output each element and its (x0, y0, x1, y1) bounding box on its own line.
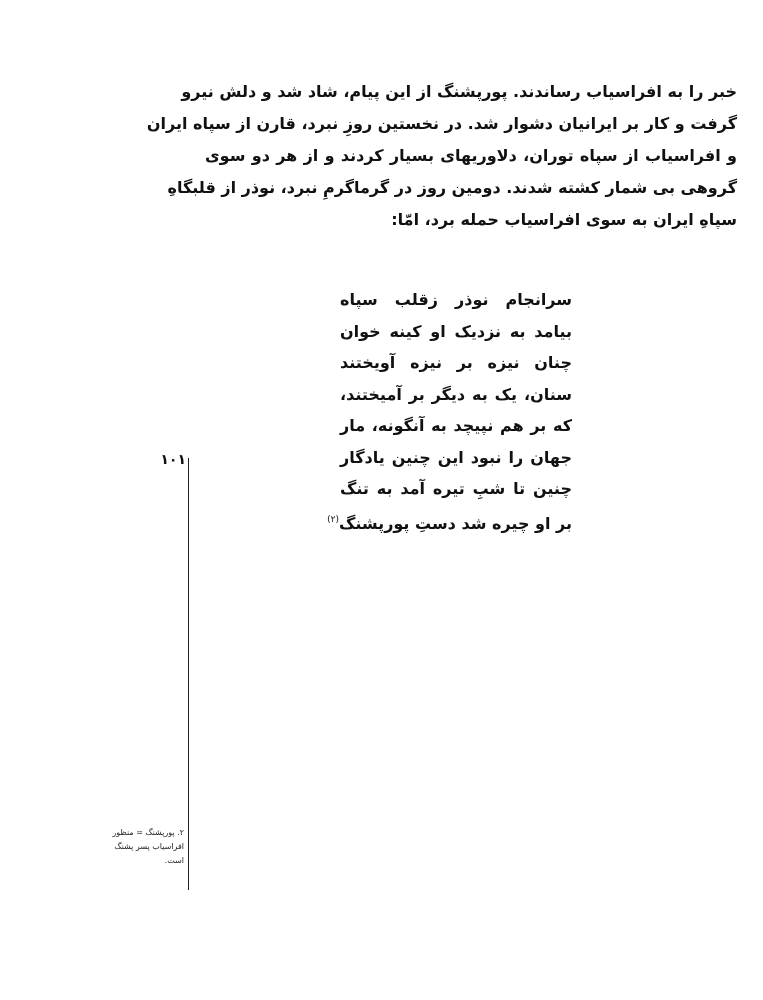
paragraph-line: سپاهِ ایران به سوی افراسیاب حمله برد، امّا: (391, 210, 737, 229)
poem-verse (327, 284, 572, 536)
margin-divider (188, 458, 189, 890)
verse-line: که بر هم نپیچد به آنگونه، مار (340, 416, 572, 435)
verse-line: چنان نیزه بر نیزه آویختند (340, 353, 572, 372)
footnote: ۲. پورپشنگ = منظور افراسیاب پسر پشنگ است. (112, 828, 184, 865)
main-paragraph (146, 76, 737, 236)
paragraph-line: گروهی بی شمار کشته شدند. دومین روز در گرماگرمِ نبرد، نوذر از قلبگاهِ (167, 178, 737, 197)
verse-line-last (327, 505, 572, 537)
verse-line: چنین تا شبِ تیره آمد به تنگ (340, 479, 572, 498)
verse-line: بیامد به نزدیک او کینه خوان (340, 321, 572, 341)
verse-line-text: بر او چیره شد دستِ پورپشنگ (338, 513, 572, 533)
paragraph-line: و افراسیاب از سپاه توران، دلاوریهای بسیار کردند و از هر دو سوی (205, 146, 737, 165)
verse-line: سرانجام نوذر زقلب سپاه (340, 290, 572, 309)
paragraph-line: خبر را به افراسیاب رساندند. پورپشنگ از این پیام، شاد شد و دلش نیرو (181, 82, 737, 101)
footnote-marker: (۲) (327, 514, 339, 525)
verse-line: جهان را نبود این چنین یادگار (340, 447, 572, 467)
paragraph-line: گرفت و کار بر ایرانیان دشوار شد. در نخستین روزِ نبرد، قارن از سپاه ایران (146, 114, 737, 133)
page-number: ۱۰۱ (160, 452, 186, 468)
verse-line: سنان، یک به دیگر بر آمیختند، (340, 384, 572, 404)
